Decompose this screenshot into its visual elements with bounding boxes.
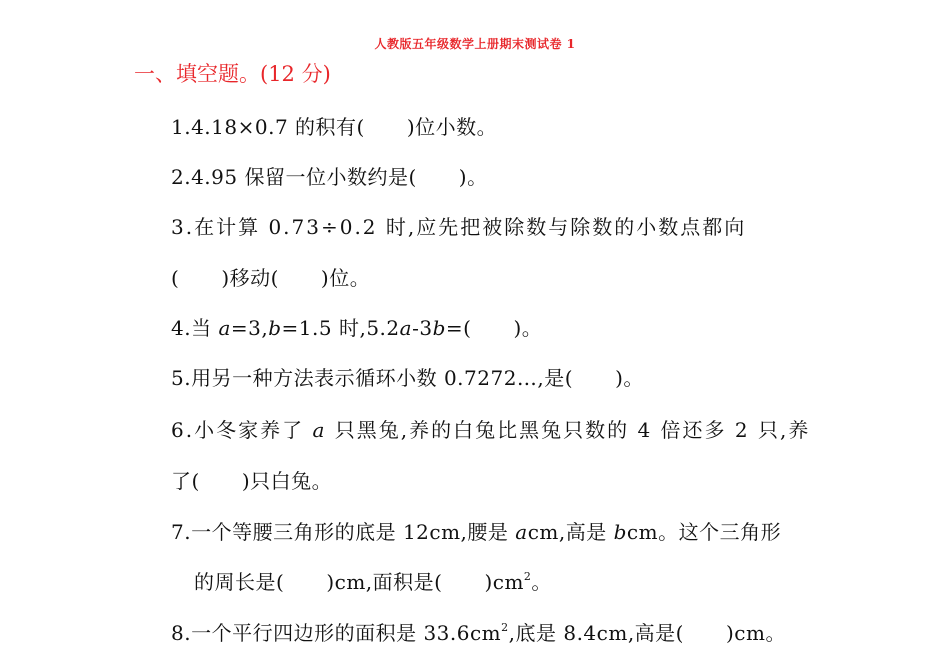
question-6-line-1 [171,414,810,443]
question-4-text-a: 4.当 [171,316,219,340]
question-6-text-c: 了( [171,469,200,493]
question-4-text-d: -3 [412,316,433,340]
question-7-text-f: )cm [484,570,524,594]
question-7-text-a: 7.一个等腰三角形的底是 12cm,腰是 [171,520,516,544]
variable-a: a [399,316,413,340]
question-8-text-b: ,底是 8.4cm,高是( [508,621,684,645]
question-3-line-1: 3.在计算 0.73÷0.2 时,应先把被除数与除数的小数点都向 [171,215,747,239]
question-6-line-2 [171,465,332,494]
question-6-text-a: 6.小冬家养了 [171,418,313,442]
question-2-text-a: 2.4.95 保留一位小数约是( [171,165,417,189]
question-3-text-a: ( [171,266,180,290]
question-2 [171,161,488,190]
question-7-line-2 [194,566,552,595]
variable-b: b [613,520,627,544]
question-4-text-f: )。 [513,316,543,340]
question-3-text-c: )位。 [320,266,371,290]
question-4-text-e: =( [445,316,472,340]
question-5 [171,362,644,391]
question-7-line-1 [171,516,781,545]
superscript-2: 2 [501,621,509,634]
question-4-text-b: =3, [230,316,269,340]
question-7-text-e: )cm,面积是( [326,570,443,594]
question-6-text-b: 只黑兔,养的白兔比黑兔只数的 4 倍还多 2 只,养 [326,418,811,442]
question-3-line-2 [171,262,370,291]
question-8-text-c: )cm。 [726,621,786,645]
question-1-text-a: 1.4.18×0.7 的积有( [171,115,365,139]
question-3-text-b: )移动( [221,266,279,290]
worksheet-header: 人教版五年级数学上册期末测试卷 1 [374,37,576,51]
question-1-text-b: )位小数。 [406,115,498,139]
section-title: 一、填空题。(12 分) [134,62,331,86]
question-4 [171,312,542,341]
question-8 [171,617,786,646]
question-7-text-c: cm。这个三角形 [626,520,782,544]
question-7-text-g: 。 [531,570,552,594]
variable-a: a [312,418,327,442]
question-7-text-b: cm,高是 [527,520,614,544]
question-4-text-c: =1.5 时,5.2 [281,316,400,340]
question-1 [171,111,497,140]
question-5-text-b: )。 [615,366,644,390]
question-8-text-a: 8.一个平行四边形的面积是 33.6cm [171,621,502,645]
variable-b: b [432,316,446,340]
superscript-2: 2 [523,570,532,583]
variable-b: b [268,316,282,340]
question-7-text-d: 的周长是( [194,570,285,594]
variable-a: a [515,520,528,544]
question-6-text-d: )只白兔。 [241,469,333,493]
question-2-text-b: )。 [458,165,488,189]
question-5-text-a: 5.用另一种方法表示循环小数 0.7272…,是( [171,366,574,390]
variable-a: a [218,316,231,340]
